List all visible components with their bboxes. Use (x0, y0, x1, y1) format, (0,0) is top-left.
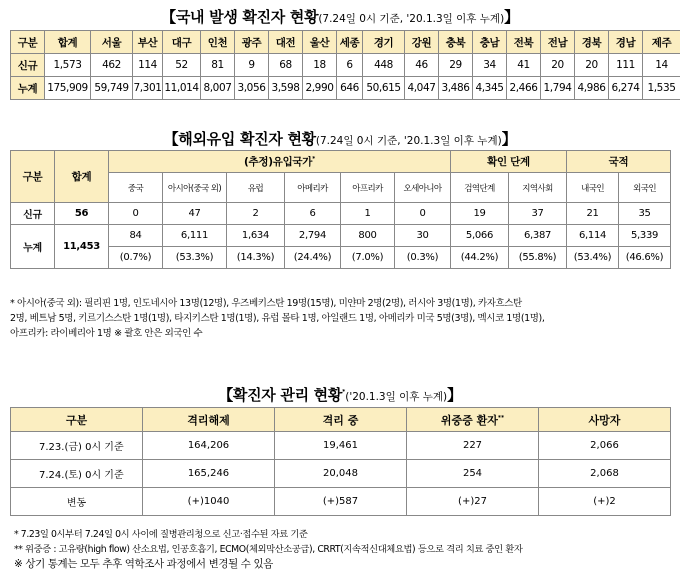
overseas-cumulative-value: 30 (395, 225, 451, 247)
overseas-cumulative-value: 2,794 (285, 225, 341, 247)
management-footnotes (14, 527, 522, 572)
management-row (11, 460, 671, 488)
domestic-table (10, 30, 680, 100)
footnote-line: * 7.23일 0시부터 7.24일 0시 사이에 질병관리청으로 신고·접수된 자료 기준 (14, 529, 308, 540)
domestic-value-cell: 4,345 (473, 77, 507, 100)
overseas-percent-value: (14.3%) (227, 247, 285, 269)
domestic-value-cell: 3,056 (235, 77, 269, 100)
overseas-new-value: 0 (109, 203, 163, 225)
footnote-line: ※ 상기 통계는 모두 추후 역학조사 과정에서 변경될 수 있음 (14, 558, 273, 570)
overseas-new-label: 신규 (11, 203, 55, 225)
domestic-title: 【국내 발생 확진자 현황(7.24일 0시 기준, '20.1.3일 이후 누계)】 (161, 8, 519, 26)
overseas-cumulative-label: 누계 (11, 225, 55, 269)
domestic-value-cell: 4,986 (575, 77, 609, 100)
domestic-header-cell: 전북 (507, 31, 541, 54)
overseas-new-value: 19 (451, 203, 509, 225)
domestic-value-cell: 81 (201, 54, 235, 77)
overseas-subheader-row (11, 173, 671, 203)
domestic-value-cell: 111 (609, 54, 643, 77)
domestic-value-cell: 59,749 (91, 77, 133, 100)
management-row-label: 변동 (11, 488, 143, 516)
domestic-value-cell: 114 (133, 54, 163, 77)
domestic-value-cell: 46 (405, 54, 439, 77)
domestic-value-cell: 1,573 (45, 54, 91, 77)
overseas-percent-value: (24.4%) (285, 247, 341, 269)
mgmt-header-deaths: 사망자 (539, 408, 671, 432)
domestic-value-cell: 3,486 (439, 77, 473, 100)
domestic-value-cell: 41 (507, 54, 541, 77)
management-row-label: 7.24.(토) 0시 기준 (11, 460, 143, 488)
overseas-percent-value: (55.8%) (509, 247, 567, 269)
domestic-value-cell: 11,014 (163, 77, 201, 100)
overseas-cumulative-value: 6,114 (567, 225, 619, 247)
overseas-cumulative-value: 6,387 (509, 225, 567, 247)
overseas-header-confirm-stage: 확인 단계 (451, 151, 567, 173)
management-value-cell: 19,461 (275, 432, 407, 460)
overseas-new-total: 56 (55, 203, 109, 225)
domestic-value-cell: 14 (643, 54, 680, 77)
management-value-cell: (+)587 (275, 488, 407, 516)
overseas-table (10, 150, 671, 269)
domestic-header-cell: 광주 (235, 31, 269, 54)
domestic-value-cell: 2,990 (303, 77, 337, 100)
overseas-percent-row (11, 247, 671, 269)
domestic-header-cell: 경북 (575, 31, 609, 54)
overseas-header-nationality: 국적 (567, 151, 671, 173)
domestic-value-cell: 175,909 (45, 77, 91, 100)
domestic-cumulative-row (11, 77, 680, 100)
mgmt-header-isolated: 격리 중 (275, 408, 407, 432)
overseas-cumulative-value: 84 (109, 225, 163, 247)
overseas-title: 【해외유입 확진자 현황(7.24일 0시 기준, '20.1.3일 이후 누계)】 (163, 130, 517, 148)
overseas-percent-value: (53.3%) (163, 247, 227, 269)
management-change-row (11, 488, 671, 516)
footnote-line: ** 위중증 : 고유량(high flow) 산소요법, 인공호흡기, ECMO(체외막산소공급), CRRT(지속적신대체요법) 등으로 격리 치료 중인 환자 (14, 544, 523, 555)
domestic-value-cell: 646 (337, 77, 363, 100)
domestic-value-cell: 4,047 (405, 77, 439, 100)
domestic-value-cell: 2,466 (507, 77, 541, 100)
domestic-header-cell: 대전 (269, 31, 303, 54)
overseas-footnote (10, 296, 544, 341)
overseas-subheader-cell: 아시아(중국 외) (163, 173, 227, 203)
domestic-value-cell: 6,274 (609, 77, 643, 100)
domestic-header-cell: 전남 (541, 31, 575, 54)
overseas-cumulative-row (11, 225, 671, 247)
overseas-subheader-cell: 지역사회 (509, 173, 567, 203)
domestic-value-cell: 18 (303, 54, 337, 77)
overseas-percent-value: (46.6%) (619, 247, 671, 269)
management-value-cell: 227 (407, 432, 539, 460)
management-value-cell: 254 (407, 460, 539, 488)
overseas-cumulative-value: 5,339 (619, 225, 671, 247)
management-value-cell: 164,206 (143, 432, 275, 460)
overseas-header-category: 구분 (11, 151, 55, 203)
management-header-row (11, 408, 671, 432)
management-row-label: 7.23.(금) 0시 기준 (11, 432, 143, 460)
overseas-cumulative-total: 11,453 (55, 225, 109, 269)
domestic-header-cell: 부산 (133, 31, 163, 54)
overseas-header-country: (추정)유입국가* (109, 151, 451, 173)
overseas-new-value: 1 (341, 203, 395, 225)
overseas-subheader-cell: 외국인 (619, 173, 671, 203)
footnote-line: 2명, 베트남 5명, 키르기스스탄 1명(1명), 타지키스탄 1명(1명), 유럽 몰타 1명, 아일랜드 1명, 아메리카 미국 5명(3명), 멕시코 1명(1명), (10, 313, 545, 324)
overseas-percent-value: (44.2%) (451, 247, 509, 269)
management-value-cell: 165,246 (143, 460, 275, 488)
domestic-value-cell: 34 (473, 54, 507, 77)
management-title: 【확진자 관리 현황*('20.1.3일 이후 누계)】 (218, 386, 462, 404)
domestic-value-cell: 29 (439, 54, 473, 77)
domestic-value-cell: 50,615 (363, 77, 405, 100)
domestic-value-cell: 448 (363, 54, 405, 77)
overseas-subheader-cell: 아프리카 (341, 173, 395, 203)
overseas-percent-value: (0.3%) (395, 247, 451, 269)
domestic-header-cell: 제주 (643, 31, 680, 54)
overseas-percent-value: (7.0%) (341, 247, 395, 269)
domestic-value-cell: 20 (575, 54, 609, 77)
overseas-header-total: 합계 (55, 151, 109, 203)
domestic-value-cell: 1,794 (541, 77, 575, 100)
domestic-header-cell: 구분 (11, 31, 45, 54)
management-value-cell: 2,066 (539, 432, 671, 460)
domestic-value-cell: 3,598 (269, 77, 303, 100)
domestic-value-cell: 462 (91, 54, 133, 77)
domestic-value-cell: 6 (337, 54, 363, 77)
management-value-cell: (+)1040 (143, 488, 275, 516)
domestic-header-cell: 합계 (45, 31, 91, 54)
domestic-value-cell: 8,007 (201, 77, 235, 100)
mgmt-header-category: 구분 (11, 408, 143, 432)
domestic-row-label: 누계 (11, 77, 45, 100)
overseas-cumulative-value: 6,111 (163, 225, 227, 247)
overseas-subheader-cell: 오세아니아 (395, 173, 451, 203)
domestic-header-cell: 충남 (473, 31, 507, 54)
domestic-value-cell: 68 (269, 54, 303, 77)
domestic-new-row (11, 54, 680, 77)
domestic-value-cell: 9 (235, 54, 269, 77)
overseas-subheader-cell: 검역단계 (451, 173, 509, 203)
overseas-subheader-cell: 아메리카 (285, 173, 341, 203)
overseas-percent-value: (0.7%) (109, 247, 163, 269)
overseas-new-row (11, 203, 671, 225)
domestic-header-cell: 강원 (405, 31, 439, 54)
management-value-cell: (+)2 (539, 488, 671, 516)
management-value-cell: (+)27 (407, 488, 539, 516)
domestic-value-cell: 20 (541, 54, 575, 77)
overseas-percent-value: (53.4%) (567, 247, 619, 269)
overseas-new-value: 47 (163, 203, 227, 225)
footnote-line: 아프리카: 라이베리아 1명 ※ 괄호 안은 외국인 수 (10, 328, 203, 339)
mgmt-header-critical: 위중증 환자** (407, 408, 539, 432)
overseas-new-value: 6 (285, 203, 341, 225)
domestic-value-cell: 7,301 (133, 77, 163, 100)
overseas-cumulative-value: 1,634 (227, 225, 285, 247)
overseas-cumulative-value: 5,066 (451, 225, 509, 247)
overseas-new-value: 37 (509, 203, 567, 225)
overseas-subheader-cell: 중국 (109, 173, 163, 203)
domestic-value-cell: 52 (163, 54, 201, 77)
management-table (10, 407, 671, 516)
domestic-value-cell: 1,535 (643, 77, 680, 100)
domestic-header-cell: 울산 (303, 31, 337, 54)
mgmt-header-released: 격리해제 (143, 408, 275, 432)
management-value-cell: 20,048 (275, 460, 407, 488)
overseas-new-value: 0 (395, 203, 451, 225)
overseas-new-value: 35 (619, 203, 671, 225)
domestic-row-label: 신규 (11, 54, 45, 77)
domestic-header-cell: 세종 (337, 31, 363, 54)
overseas-subheader-cell: 유럽 (227, 173, 285, 203)
overseas-subheader-cell: 내국인 (567, 173, 619, 203)
management-row (11, 432, 671, 460)
domestic-header-row (11, 31, 680, 54)
overseas-new-value: 2 (227, 203, 285, 225)
overseas-cumulative-value: 800 (341, 225, 395, 247)
domestic-header-cell: 서울 (91, 31, 133, 54)
domestic-header-cell: 충북 (439, 31, 473, 54)
domestic-header-cell: 인천 (201, 31, 235, 54)
overseas-new-value: 21 (567, 203, 619, 225)
domestic-header-cell: 대구 (163, 31, 201, 54)
footnote-line: * 아시아(중국 외): 필리핀 1명, 인도네시아 13명(12명), 우즈베키스탄 19명(15명), 미얀마 2명(2명), 러시아 3명(1명), 카자흐스탄 (10, 298, 522, 309)
domestic-header-cell: 경남 (609, 31, 643, 54)
domestic-header-cell: 경기 (363, 31, 405, 54)
management-value-cell: 2,068 (539, 460, 671, 488)
